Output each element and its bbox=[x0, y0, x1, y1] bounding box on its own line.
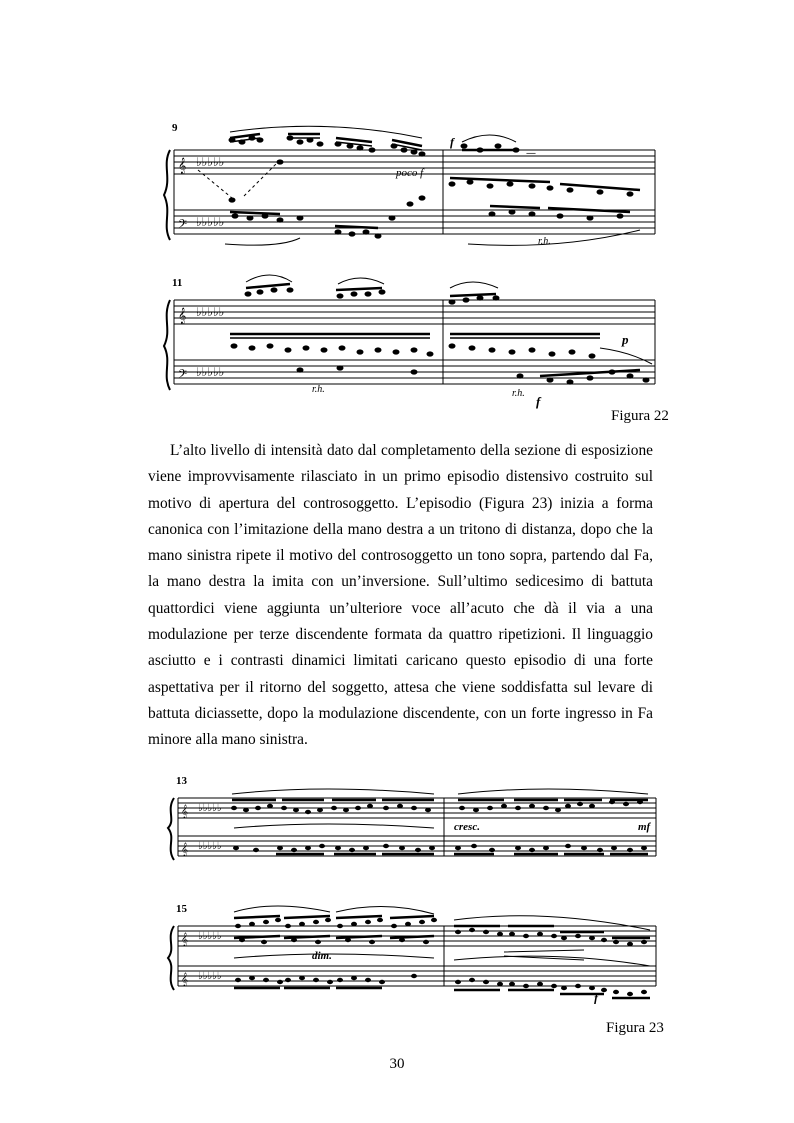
svg-text:♭♭♭♭♭: ♭♭♭♭♭ bbox=[198, 931, 222, 942]
svg-text:𝄞: 𝄞 bbox=[178, 158, 187, 174]
measure-number-15: 15 bbox=[176, 903, 187, 915]
figure22-caption: Figura 22 bbox=[611, 408, 669, 424]
svg-text:♭♭♭♭♭: ♭♭♭♭♭ bbox=[196, 305, 225, 319]
svg-text:𝄞: 𝄞 bbox=[181, 972, 189, 986]
svg-text:♭♭♭♭♭: ♭♭♭♭♭ bbox=[198, 803, 222, 814]
marking-f: f bbox=[536, 394, 541, 409]
score-figure23-system2 bbox=[164, 904, 664, 1004]
measure-number-13: 13 bbox=[176, 775, 187, 787]
svg-text:𝄢: 𝄢 bbox=[178, 218, 188, 234]
marking-f: f bbox=[450, 135, 454, 149]
svg-text:—: — bbox=[526, 148, 536, 159]
svg-text:♭♭♭♭♭: ♭♭♭♭♭ bbox=[196, 215, 225, 229]
measure-number-9: 9 bbox=[172, 122, 178, 134]
figure23-caption: Figura 23 bbox=[606, 1020, 664, 1036]
marking-f: f bbox=[594, 991, 598, 1004]
svg-text:♭♭♭♭♭: ♭♭♭♭♭ bbox=[198, 971, 222, 982]
svg-text:𝄞: 𝄞 bbox=[181, 842, 189, 856]
marking-rh-2: r.h. bbox=[512, 388, 525, 399]
measure-number-11: 11 bbox=[172, 277, 183, 289]
marking-rh: r.h. bbox=[312, 384, 325, 395]
svg-text:♭♭♭♭♭: ♭♭♭♭♭ bbox=[198, 841, 222, 852]
svg-text:𝄞: 𝄞 bbox=[181, 932, 189, 946]
marking-mf: mf bbox=[638, 821, 651, 833]
score-figure22-system2 bbox=[160, 272, 660, 422]
svg-text:♭♭♭♭♭: ♭♭♭♭♭ bbox=[196, 155, 225, 169]
svg-text:𝄞: 𝄞 bbox=[178, 308, 187, 324]
score-figure22-system1 bbox=[160, 120, 660, 250]
marking-poco-f: poco f bbox=[396, 167, 424, 179]
page-number: 30 bbox=[389, 1056, 405, 1072]
marking-p: p bbox=[622, 332, 629, 347]
marking-cresc: cresc. bbox=[454, 821, 480, 833]
body-paragraph: L’alto livello di intensità dato dal completamento della sezione di esposizione viene improvvisamente rilasciato in un primo episodio distensivo costruito sul motivo di apertura del controsoggetto. L’episodio (Figura 23) inizia a forma canonica con l’imitazione della mano destra a un tritono di distanza, dopo che la mano sinistra ripete il motivo del controsoggetto un tono sopra, partendo dal Fa, la mano destra la imita con un’inversione. Sull’ultimo sedicesimo di battuta quattordici viene aggiunta un’ulteriore voce all’acuto che dà il via a una modulazione per terze discendente formata da quattro ripetizioni. Il linguaggio asciutto e i contrasti dinamici limitati caricano questo episodio di una forte aspettativa per il ritorno del soggetto, attesa che viene soddisfatta sul levare di battuta diciassette, dopo la modulazione discendente, con un forte ingresso in Fa minore alla mano sinistra. bbox=[148, 442, 653, 749]
marking-rh: r.h. bbox=[538, 236, 551, 247]
marking-dim: dim. bbox=[312, 950, 332, 962]
svg-text:♭♭♭♭♭: ♭♭♭♭♭ bbox=[196, 365, 225, 379]
svg-text:𝄞: 𝄞 bbox=[181, 804, 189, 818]
score-figure23-system1 bbox=[164, 778, 664, 868]
svg-text:𝄢: 𝄢 bbox=[178, 368, 188, 384]
